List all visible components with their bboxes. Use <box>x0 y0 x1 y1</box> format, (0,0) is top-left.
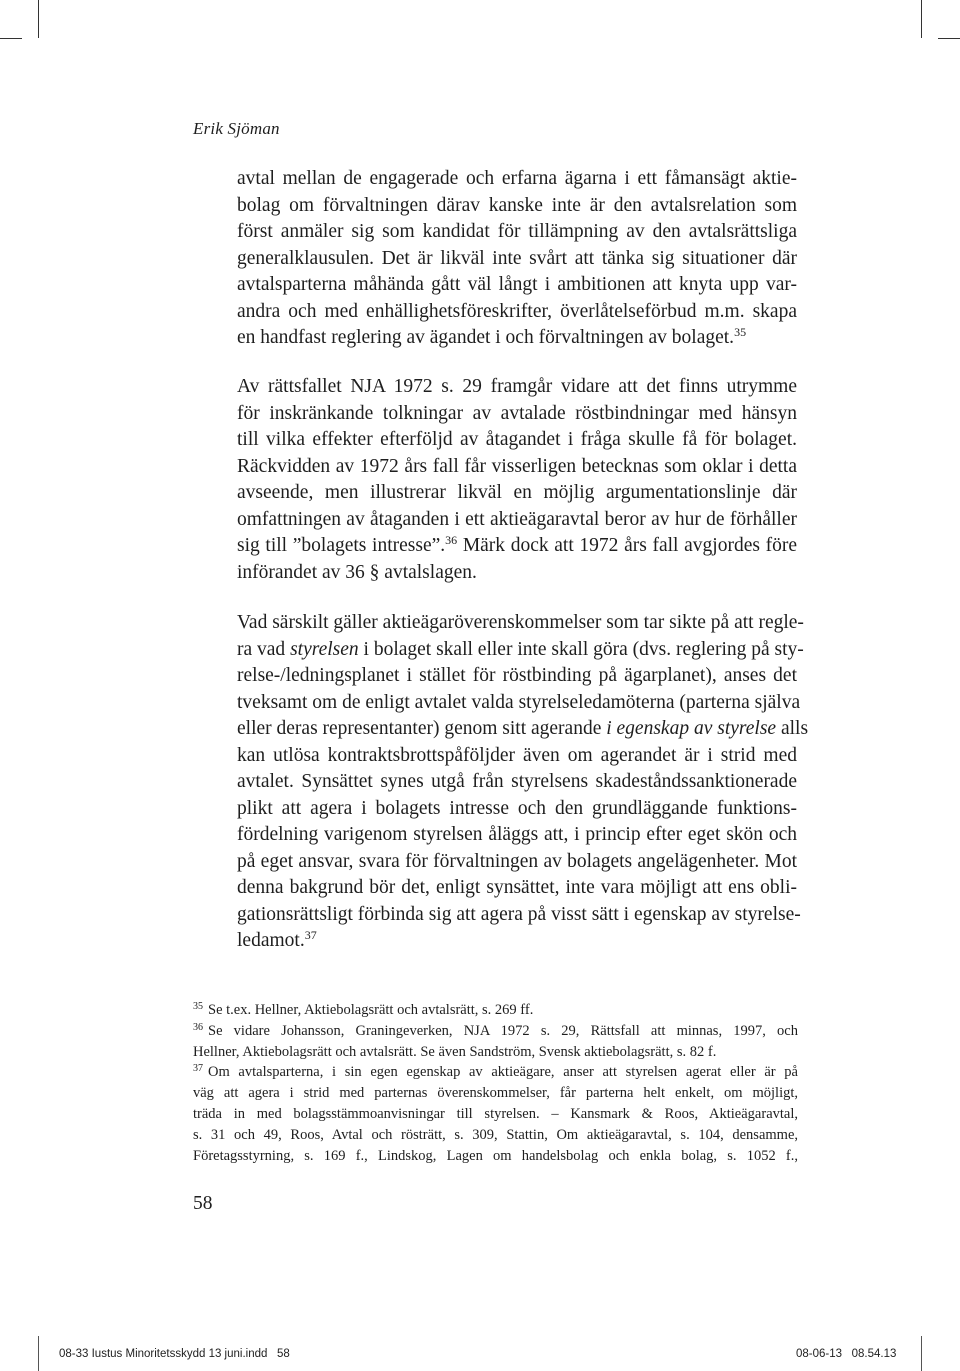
text-run: Se vidare Johansson, Graningeverken, NJA 1972 s. 29, Rättsfall att minnas, 1997, och <box>208 1022 798 1039</box>
text-run: Om avtalsparterna, i sin egen egenskap av aktieägare, anser att styrelsen agerat eller är på <box>208 1064 798 1081</box>
footnotes <box>193 1000 798 1166</box>
text-line <box>237 928 797 955</box>
crop-mark <box>921 0 922 38</box>
text-line: bolag om förvaltningen därav kanske inte är den avtalsrelation som <box>237 194 797 216</box>
text-line: till vilka effekter efterföljd av åtagandet i fråga skulle få för bolaget. <box>237 429 797 450</box>
text-line: denna bakgrund bör det, enligt synsättet, inte vara möjligt att ens obli- <box>237 877 797 898</box>
text-line: Räckvidden av 1972 års fall får visserligen betecknas som oklar i detta <box>237 455 797 477</box>
footnote-line <box>193 1021 798 1042</box>
footnote-reference[interactable]: 35 <box>734 325 747 339</box>
text-line: kan utlösa kontraktsbrottspåföljder även om agerandet är i strid med <box>237 744 797 766</box>
crop-mark <box>938 38 960 39</box>
text-line: avtalet. Synsättet synes utgå från styrelsens skadeståndssanktionerade <box>237 771 797 792</box>
slug-divider <box>38 1336 39 1371</box>
footnote-number: 35 <box>193 1001 203 1012</box>
text-run: Märk dock att 1972 års fall avgjordes före <box>457 535 797 556</box>
footnote-line <box>193 1000 798 1021</box>
footnote-number: 37 <box>193 1063 203 1075</box>
footnote-reference[interactable]: 37 <box>304 928 317 942</box>
text-line <box>237 716 809 743</box>
text-line <box>237 325 797 352</box>
running-header: Erik Sjöman <box>193 119 280 138</box>
text-line: plikt att agera i bolagets intresse och den grundläggande funktions- <box>237 797 797 819</box>
text-line: relse-/ledningsplanet i stället för röstbinding på ägarplanet), anses det <box>237 665 797 686</box>
text-line: för inskränkande tolkningar av avtalade röstbindningar med hänsyn <box>237 402 797 424</box>
text-run: i bolaget skall eller inte skall göra (dvs. reglering på sty- <box>358 638 804 660</box>
text-run: alls <box>776 718 809 739</box>
paragraph <box>237 374 797 586</box>
text-line: först anmäler sig som kandidat för tillämpning av den avtalsrättsliga <box>237 221 797 242</box>
paragraph <box>237 166 797 352</box>
page-number: 58 <box>193 1193 213 1214</box>
text-line: avtal mellan de engagerade och erfarna ägarna i ett fåmansägt aktie- <box>237 168 797 189</box>
footnote-line <box>193 1062 798 1083</box>
footnote-line: väg att agera i strid med parternas överenskommelser, får parterna helt enkelt, om möjligt, <box>193 1085 798 1102</box>
footnote-reference[interactable]: 36 <box>445 533 458 547</box>
text-run: sig till ”bolagets intresse”. <box>237 535 446 556</box>
text-line: generalklausulen. Det är likväl inte svårt att tänka sig situationer där <box>237 247 797 269</box>
text-line: på eget ansvar, svara för förvaltningen av bolagets angelägenheter. Mot <box>237 850 797 872</box>
text-line: avtalsparterna måhända gått väl långt i ambitionen att knyta upp var- <box>237 274 797 295</box>
crop-mark <box>38 0 39 38</box>
text-line: införandet av 36 § avtalslagen. <box>237 561 477 583</box>
text-line: tveksamt om de enligt avtalet valda styrelseledamöterna (parterna själva <box>237 691 801 713</box>
text-line: Vad särskilt gäller aktieägaröverenskommelser som tar sikte på att regle- <box>237 612 804 633</box>
text-line: gationsrättsligt förbinda sig att agera på visst sätt i egenskap av styrelse- <box>237 903 801 925</box>
text-line: omfattningen av åtaganden i ett aktieägaravtal beror av hur de förhåller <box>237 508 797 530</box>
footnote-line: Hellner, Aktiebolagsrätt och avtalsrätt. Se även Sandström, Svensk aktiebolagsrätt, s. 82 f. <box>193 1043 717 1060</box>
text-line <box>237 533 797 560</box>
text-run: ledamot. <box>237 930 305 951</box>
print-slug-filename: 08-33 Iustus Minoritetsskydd 13 juni.indd 58 <box>59 1348 290 1360</box>
text-line: andra och med enhällighetsföreskrifter, överlåtelseförbud m.m. skapa <box>237 300 797 322</box>
text-run: eller deras representanter) genom sitt agerande <box>237 718 607 739</box>
footnote <box>193 1021 798 1063</box>
slug-divider <box>921 1336 922 1371</box>
text-line: Av rättsfallet NJA 1972 s. 29 framgår vidare att det finns utrymme <box>237 376 797 397</box>
footnote <box>193 1000 798 1021</box>
crop-mark <box>0 38 22 39</box>
text-run: en handfast reglering av ägandet i och förvaltningen av bolaget. <box>237 327 735 348</box>
footnote <box>193 1062 798 1166</box>
paragraph <box>237 610 809 955</box>
footnote-line: s. 31 och 49, Roos, Avtal och rösträtt, s. 309, Stattin, Om aktieägaravtal, s. 104, densamme, <box>193 1126 798 1143</box>
text-line: avseende, men illustrerar likväl en möjlig argumentationslinje där <box>237 482 797 503</box>
text-line: fördelning varigenom styrelsen åläggs att, i princip efter eget skön och <box>237 824 797 845</box>
text-run: ra vad <box>237 638 291 660</box>
text-line <box>237 637 804 664</box>
emphasis: styrelsen <box>290 638 359 660</box>
footnote-line: träda in med bolagsstämmoanvisningar till styrelsen. – Kansmark & Roos, Aktieägaravtal, <box>193 1105 798 1122</box>
footnote-number: 36 <box>193 1021 203 1033</box>
text-run: Se t.ex. Hellner, Aktiebolagsrätt och avtalsrätt, s. 269 ff. <box>208 1002 534 1018</box>
print-slug-timestamp: 08-06-13 08.54.13 <box>796 1348 897 1360</box>
emphasis: i egenskap av styrelse <box>606 718 777 739</box>
footnote-line: Företagsstyrning, s. 169 f., Lindskog, Lagen om handelsbolag och enkla bolag, s. 1052 f., <box>193 1147 798 1164</box>
